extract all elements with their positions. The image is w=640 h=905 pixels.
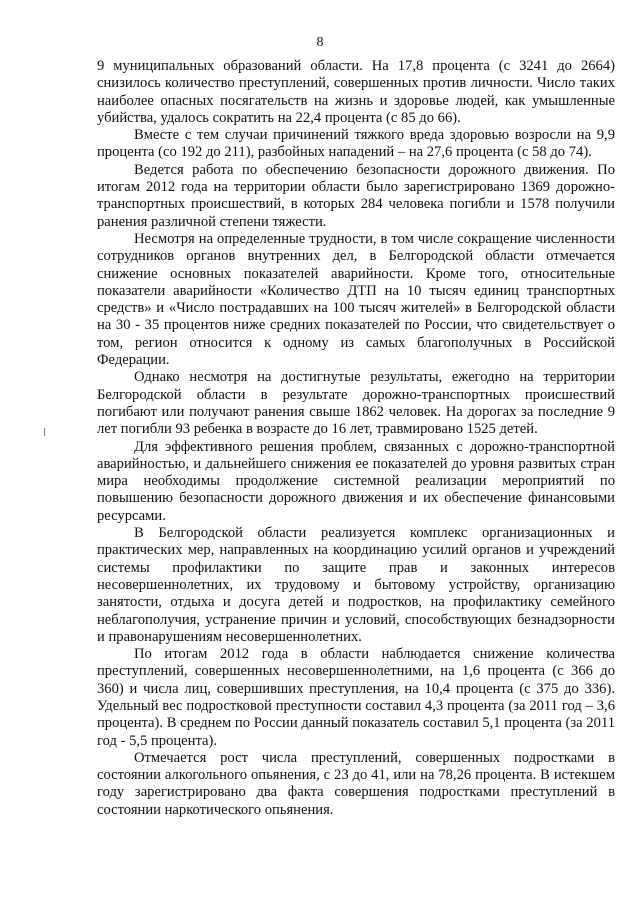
paragraph-7: В Белгородской области реализуется комплекс организационных и практических мер, направленных на координацию усилий органов и учреждений системы профилактики по защите прав и законных интересов несовершеннолетних, их трудовому и бытовому устройству, организацию занятости, отдыха и досуга детей и подростков, на профилактику семейного неблагополучия, устранение причин и условий, способствующих безнадзорности и правонарушениям несовершеннолетних. [97, 525, 615, 645]
paragraph-6: Для эффективного решения проблем, связанных с дорожно-транспортной аварийностью, и дальнейшего снижения ее показателей до уровня развитых стран мира необходимы продолжение системной реализации мероприятий по повышению безопасности дорожного движения и их обеспечение финансовыми ресурсами. [97, 438, 615, 524]
paragraph-1: 9 муниципальных образований области. На 17,8 процента (с 3241 до 2664) снизилось количество преступлений, совершенных против личности. Число таких наиболее опасных посягательств на жизнь и здоровье людей, как умышленные убийства, удалось сократить на 22,4 процента (с 85 до 66). [97, 58, 615, 126]
paragraph-8: По итогам 2012 года в области наблюдается снижение количества преступлений, совершенных несовершеннолетними, на 1,6 процента (с 366 до 360) и числа лиц, совершивших преступления, на 10,4 процента (с 375 до 336). Удельный вес подростковой преступности составил 4,3 процента (за 2011 год – 3,6 процента). В среднем по России данный показатель составил 5,1 процента (за 2011 год - 5,5 процента). [97, 646, 615, 749]
page-number: 8 [316, 35, 324, 50]
paragraph-5: Однако несмотря на достигнутые результаты, ежегодно на территории Белгородской области в результате дорожно-транспортных происшествий погибают или получают ранения свыше 1862 человек. На дорогах за последние 9 лет погибли 93 ребенка в возрасте до 16 лет, травмировано 1525 детей. [97, 369, 615, 438]
body-text [97, 58, 615, 819]
margin-mark [44, 428, 45, 436]
paragraph-2: Вместе с тем случаи причинений тяжкого вреда здоровью возросли на 9,9 процента (со 192 до 211), разбойных нападений – на 27,6 процента (с 58 до 74). [97, 127, 615, 161]
paragraph-3: Ведется работа по обеспечению безопасности дорожного движения. По итогам 2012 года на территории области было зарегистрировано 1369 дорожно-транспортных происшествий, в которых 284 человека погибли и 1578 получили ранения различной степени тяжести. [97, 161, 615, 230]
paragraph-4: Несмотря на определенные трудности, в том числе сокращение численности сотрудников органов внутренних дел, в Белгородской области отмечается снижение основных показателей аварийности. Кроме того, относительные показатели аварийности «Количество ДТП на 10 тысяч единиц транспортных средств» и «Число пострадавших на 100 тысяч жителей» в Белгородской области на 30 - 35 процентов ниже средних показателей по России, что свидетельствует о том, регион относится к одному из самых благополучных в Российской Федерации. [97, 230, 615, 369]
paragraph-9: Отмечается рост числа преступлений, совершенных подростками в состоянии алкогольного опьянения, с 23 до 41, или на 78,26 процента. В истекшем году зарегистрировано два факта совершения подростками преступлений в состоянии наркотического опьянения. [97, 749, 615, 818]
